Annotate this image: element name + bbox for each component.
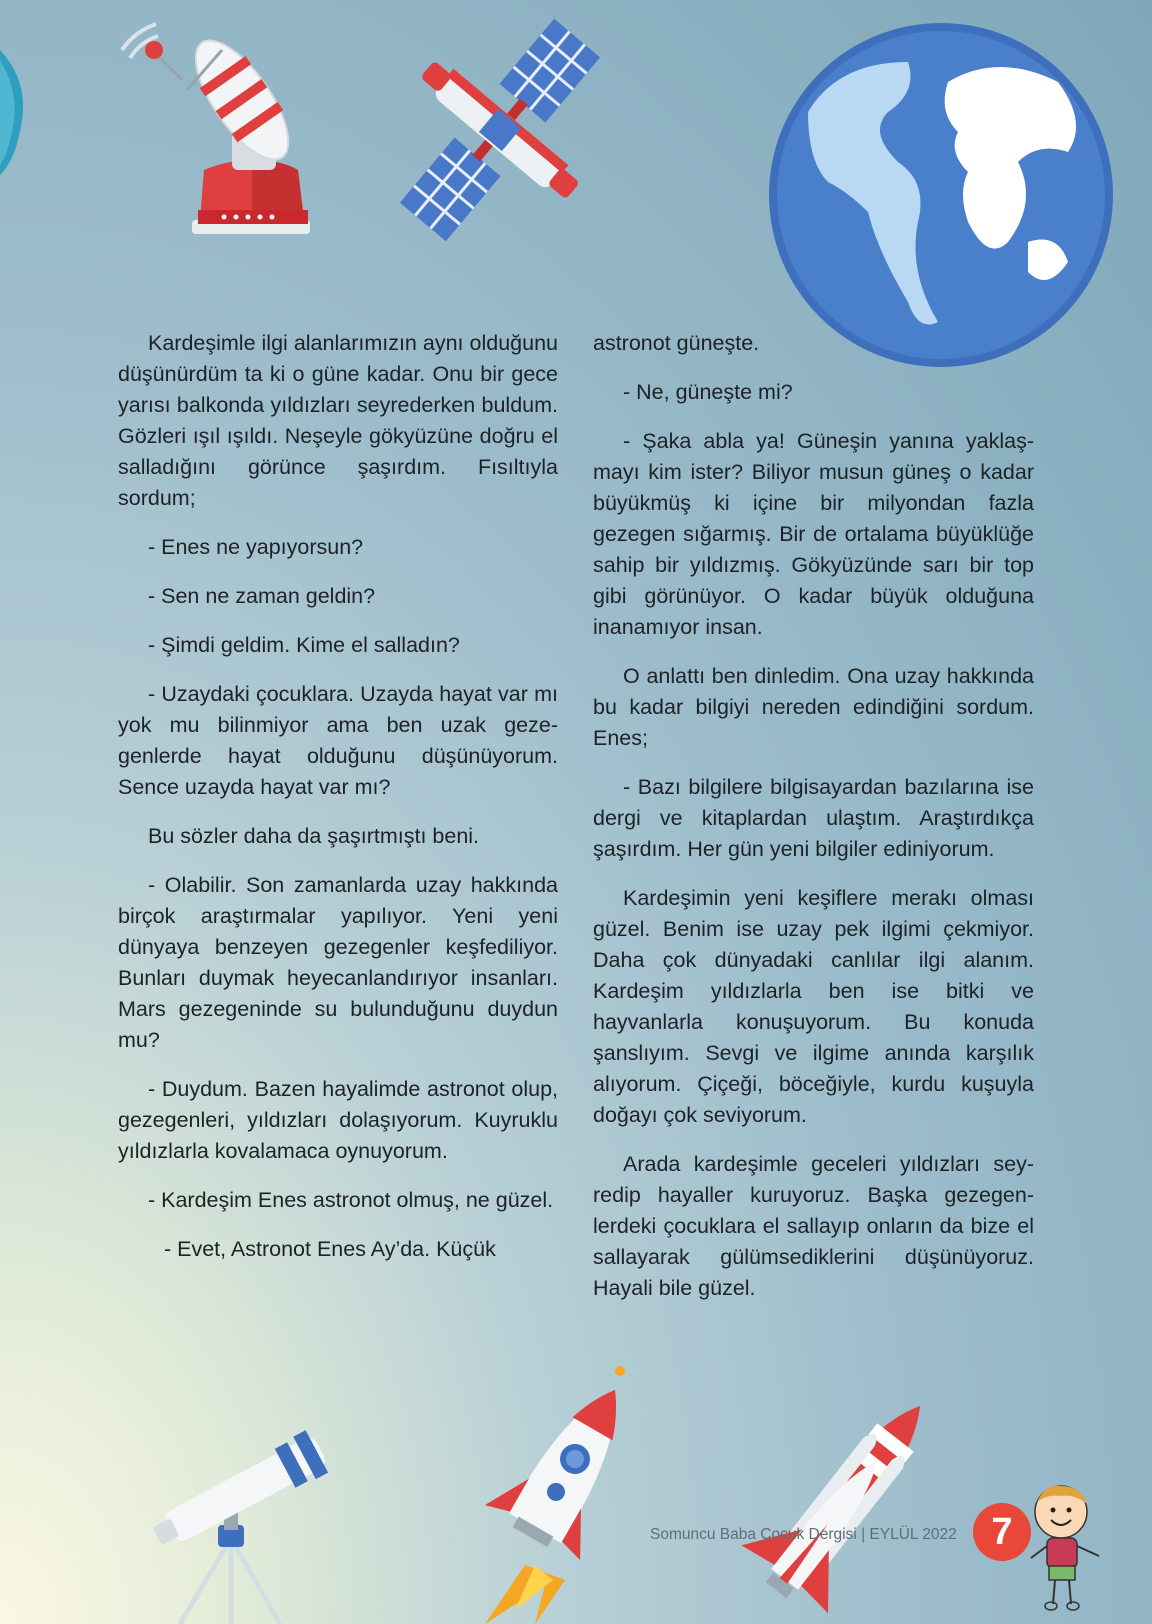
child-mascot-icon [1025, 1480, 1105, 1612]
right-column [593, 328, 1034, 1322]
paragraph: - Evet, Astronot Enes Ay’da. Küçük [164, 1237, 496, 1261]
rocket-icon [465, 1365, 635, 1624]
paragraph: - Kardeşim Enes astronot olmuş, ne güzel. [148, 1188, 554, 1212]
paragraph: - Sen ne zaman geldin? [148, 584, 376, 608]
magazine-footer: Somuncu Baba Çocuk Dergisi | EYLÜL 2022 [650, 1526, 957, 1543]
satellite-dish-icon [112, 10, 332, 245]
left-column [118, 328, 558, 1283]
paragraph: Kardeşimle ilgi alanlarımızın aynı olduğunu düşünürdüm ta ki o güne kadar. Onu bir gece yarısı balkonda yıldızları seyrederken buldum. Gözleri ışıl ışıldı. Neşeyle gökyüzüne doğru el salladığını görünce şaşırdım. Fısıltıyla sordum; [118, 331, 558, 510]
paragraph: - Olabilir. Son zamanlarda uzay hakkında birçok araştırmalar yapılıyor. Yeni yeni dünyaya benzeyen gezegenler keşfediliyor. Bunları duymak heyecanlandırıyor insanları. Mars gezegeninde su bulunduğunu duydun mu? [118, 873, 558, 1052]
paragraph: - Ne, güneşte mi? [623, 380, 793, 404]
telescope-icon [140, 1430, 340, 1624]
globe-icon [768, 22, 1114, 368]
paragraph: - Enes ne yapıyorsun? [148, 535, 364, 559]
paragraph: - Şaka abla ya! Güneşin yanına yaklaşmayı kim ister? Biliyor musun güneş o kadar büyükmüş ki içine bir milyondan fazla gezegen sığarmış. Bir de ortalama büyüklüğe sahip bir yıldızmış. Gökyüzünde sarı bir top gibi görünüyor. O kadar büyük olduğuna inanamıyor insan. [593, 429, 1034, 639]
paragraph: O anlattı ben dinledim. Ona uzay hakkında bu kadar bilgiyi nereden edindiğini sordum. Enes; [593, 664, 1034, 750]
planet-edge-icon [0, 40, 30, 180]
paragraph: - Şimdi geldim. Kime el salladın? [148, 633, 460, 657]
satellite-icon [385, 15, 615, 250]
page-number: 7 [973, 1503, 1031, 1561]
paragraph: - Bazı bilgilere bilgisayardan bazılarına ise dergi ve kitaplardan ulaştım. Araştırdıkça şaşırdım. Her gün yeni bilgiler ediniyorum. [593, 775, 1034, 861]
paragraph: Kardeşimin yeni keşiflere merakı olması güzel. Benim ise uzay pek ilgimi çekmiyor. Daha çok dünyadaki canlılar ilgi alanım. Kardeşim yıldızlarla ben ise bitki ve hayvanlarla konuşuyorum. Bu konuda şanslıyım. Sevgi ve ilgime anında karşılık alıyorum. Çiçeği, böceğiyle, kurdu kuşuyla doğayı çok seviyorum. [593, 886, 1034, 1127]
paragraph: - Duydum. Bazen hayalimde astronot olup, gezegenleri, yıldızları dolaşıyorum. Kuyruklu yıldızlarla kovalamaca oynuyorum. [118, 1077, 558, 1163]
paragraph: Arada kardeşimle geceleri yıldızları seyredip hayaller kuruyoruz. Başka gezegenlerdeki çocuklara el sallayıp onların da bize el sallayarak gülümsediklerini düşünüyoruz. Hayali bile güzel. [593, 1152, 1034, 1300]
paragraph: astronot güneşte. [593, 331, 760, 355]
paragraph: Bu sözler daha da şaşırtmıştı beni. [148, 824, 480, 848]
space-shuttle-icon [730, 1380, 960, 1624]
paragraph: - Uzaydaki çocuklara. Uzayda hayat var mı yok mu bilinmiyor ama ben uzak gezegenlerde hayat olduğunu düşünüyorum. Sence uzayda hayat var mı? [118, 682, 558, 799]
